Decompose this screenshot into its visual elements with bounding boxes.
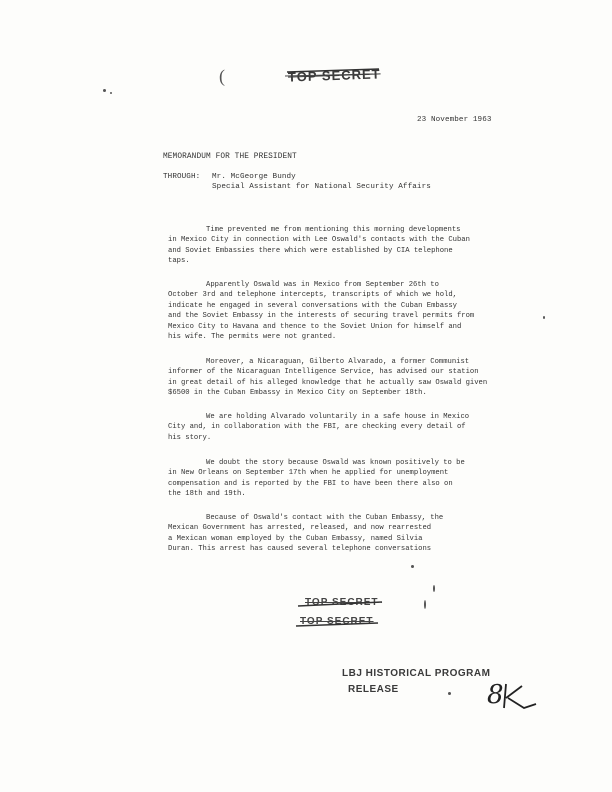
paragraph-4 — [168, 412, 528, 443]
handwritten-number: 8 — [487, 680, 504, 710]
paragraph-line: a Mexican woman employed by the Cuban Embassy, named Silvia — [168, 534, 423, 543]
paragraph-line: in Mexico City in connection with Lee Oswald's contacts with the Cuban — [168, 236, 470, 245]
paragraph-line: compensation and is reported by the FBI to have been there also on — [168, 479, 453, 488]
paragraph-line: indicate he engaged in several conversations with the Cuban Embassy — [168, 301, 457, 310]
paragraph-3 — [168, 357, 528, 399]
release-stamp-line1: LBJ HISTORICAL PROGRAM — [342, 668, 491, 679]
stamp-scribble — [292, 592, 392, 637]
paragraph-line: in great detail of his alleged knowledge that he actually saw Oswald given — [168, 378, 488, 387]
paragraph-1 — [168, 225, 528, 267]
paragraph-line: Because of Oswald's contact with the Cuban Embassy, the — [206, 514, 444, 522]
memo-date: 23 November 1963 — [417, 116, 492, 124]
handwritten-initial-scribble — [500, 680, 540, 712]
paragraph-line: Apparently Oswald was in Mexico from September 26th to — [206, 281, 439, 289]
paragraph-line: Mexico City to Havana and thence to the Soviet Union for himself and — [168, 322, 462, 331]
paragraph-line: informer of the Nicaraguan Intelligence Service, has advised our station — [168, 368, 479, 377]
release-stamp-line2: RELEASE — [348, 684, 399, 695]
memo-heading: MEMORANDUM FOR THE PRESIDENT — [163, 153, 297, 161]
top-classification-stamp: TOP SECRET — [287, 66, 381, 85]
paragraph-6 — [168, 513, 528, 555]
through-title: Special Assistant for National Security Affairs — [212, 183, 431, 191]
paragraph-line: October 3rd and telephone intercepts, transcripts of which we hold, — [168, 291, 457, 300]
paragraph-line: Duran. This arrest has caused several telephone conversations — [168, 545, 432, 554]
paragraph-line: his story. — [168, 433, 212, 442]
paragraph-line: Moreover, a Nicaraguan, Gilberto Alvarado, a former Communist — [206, 358, 470, 366]
paragraph-line: We are holding Alvarado voluntarily in a safe house in Mexico — [206, 413, 470, 421]
paragraph-line: and the Soviet Embassy in the interests of securing travel permits from — [168, 312, 475, 321]
paragraph-5 — [168, 458, 528, 500]
stamp-scribble — [283, 62, 383, 92]
scan-speck — [448, 692, 451, 695]
paragraph-line: We doubt the story because Oswald was known positively to be — [206, 459, 465, 467]
bottom-classification-stamp-1: TOP SECRET — [305, 597, 379, 608]
scan-speck — [411, 565, 414, 568]
bottom-classification-stamp-2: TOP SECRET — [300, 616, 374, 627]
scan-speck — [424, 600, 426, 609]
parenthesis-mark: ( — [219, 66, 225, 86]
scan-speck — [103, 89, 106, 92]
paragraph-line: in New Orleans on September 17th when he applied for unemployment — [168, 469, 449, 478]
paragraph-line: his wife. The permits were not granted. — [168, 332, 337, 341]
paragraph-line: Mexican Government has arrested, released, and now rearrested — [168, 524, 432, 533]
paragraph-2 — [168, 280, 528, 342]
paragraph-line: $6500 in the Cuban Embassy in Mexico City on September 18th. — [168, 389, 427, 398]
through-name: Mr. McGeorge Bundy — [212, 173, 296, 181]
scan-speck — [110, 92, 112, 94]
scan-speck — [433, 585, 435, 592]
through-label: THROUGH: — [163, 173, 201, 181]
paragraph-line: taps. — [168, 257, 190, 266]
scan-speck — [543, 316, 545, 319]
paragraph-line: and Soviet Embassies there which were established by CIA telephone — [168, 246, 453, 255]
paragraph-line: Time prevented me from mentioning this morning developments — [206, 226, 461, 234]
paragraph-line: the 18th and 19th. — [168, 490, 246, 499]
paragraph-line: City and, in collaboration with the FBI, are checking every detail of — [168, 423, 466, 432]
